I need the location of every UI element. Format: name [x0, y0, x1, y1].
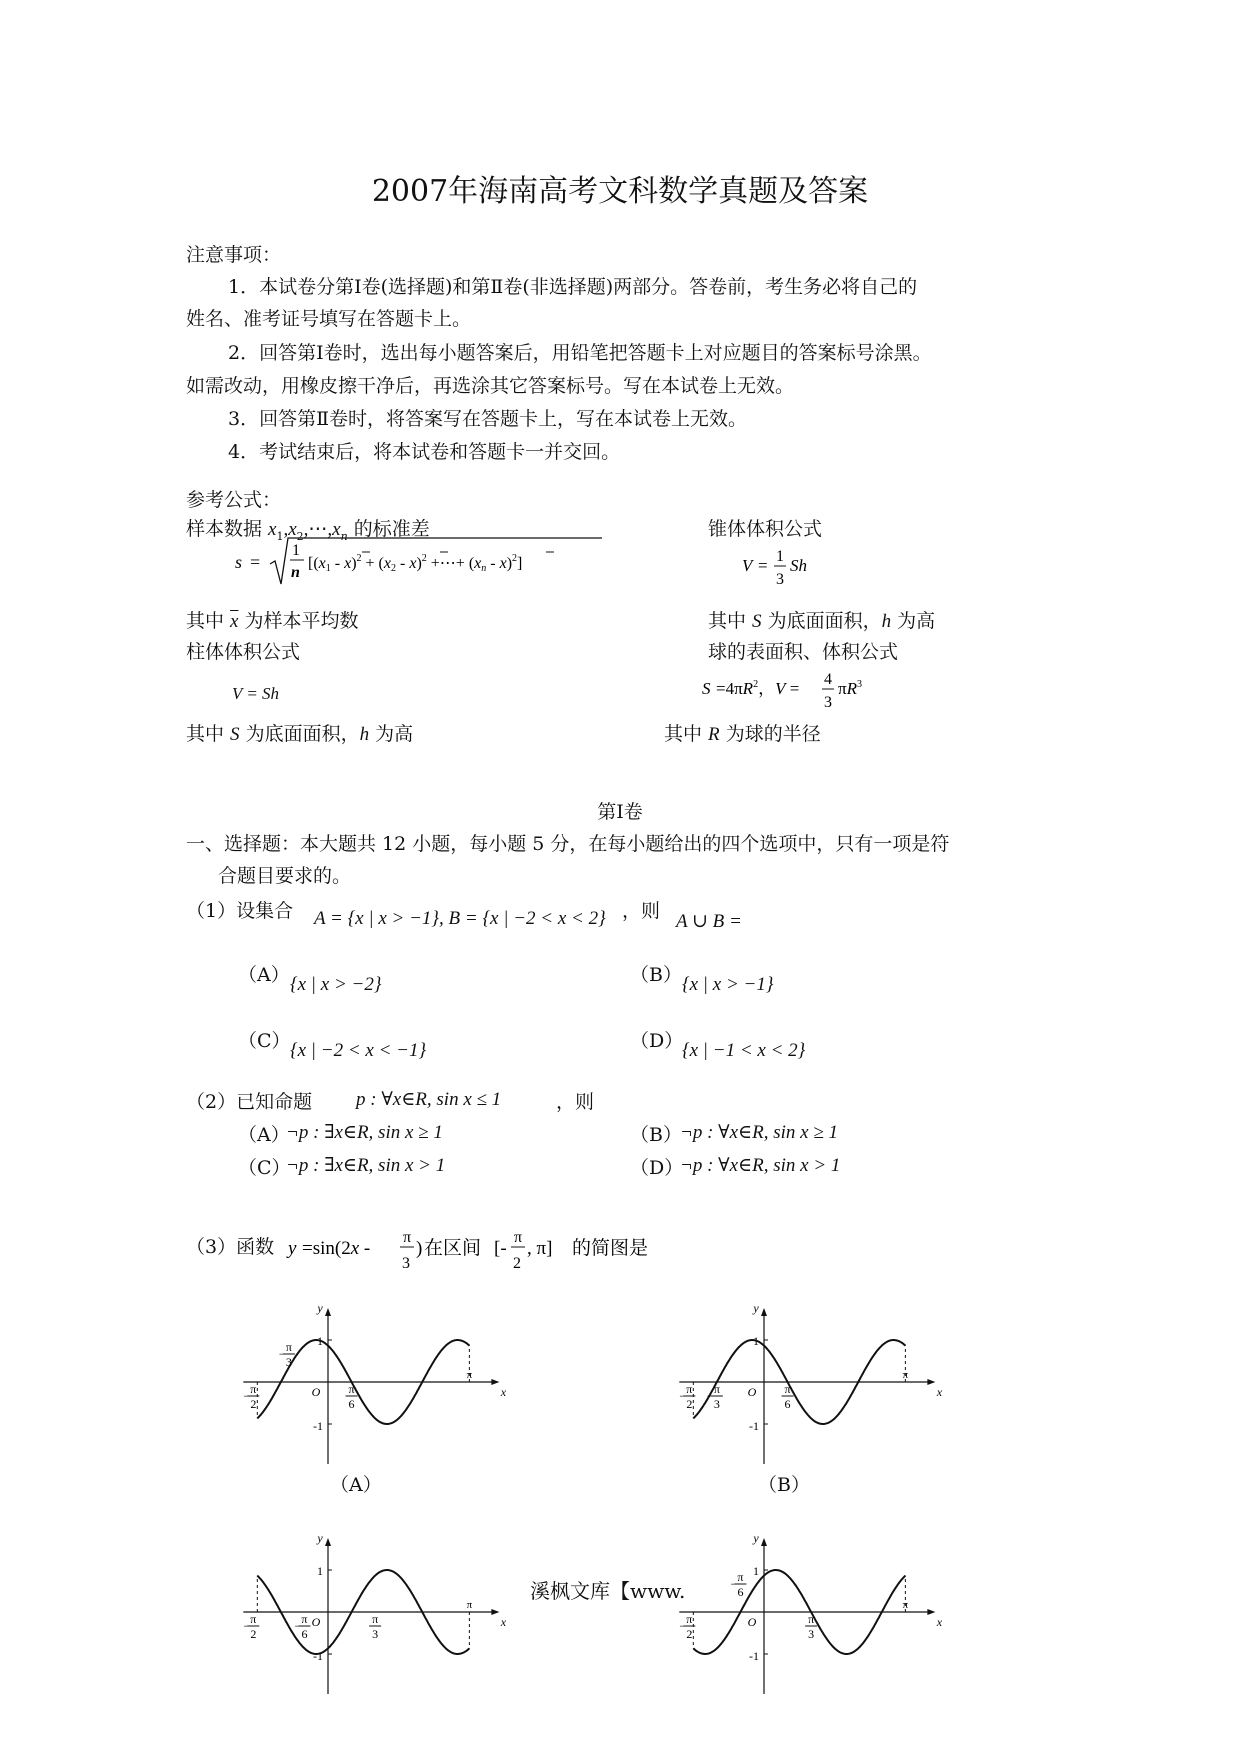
cone-note: 其中 S 为底面面积，h 为高 — [708, 610, 936, 632]
watermark: 溪枫文库【www. — [530, 1579, 686, 1603]
svg-text:1: 1 — [292, 542, 300, 559]
part1-instruction-cont: 合题目要求的。 — [218, 865, 352, 887]
notice-item: 2．回答第Ⅰ卷时，选出每小题答案后，用铅笔把答题卡上对应题目的答案标号涂黑。 — [228, 342, 932, 364]
q1-option-d-label: （D） — [630, 1030, 684, 1052]
svg-text:2: 2 — [686, 1397, 693, 1411]
notice-item: 3．回答第Ⅱ卷时，将答案写在答题卡上，写在本试卷上无效。 — [228, 408, 748, 430]
q1-then: ，则 — [622, 900, 661, 922]
svg-text:y: y — [288, 1238, 297, 1259]
cone-label: 锥体体积公式 — [708, 518, 823, 540]
x-axis-arrow — [927, 1609, 935, 1615]
q3-function — [286, 1220, 786, 1282]
svg-text:−: − — [243, 1389, 251, 1403]
svg-text:[-: [- — [494, 1238, 507, 1259]
svg-text:Sh: Sh — [790, 556, 807, 575]
svg-text:π: π — [348, 1382, 355, 1396]
svg-text:4: 4 — [824, 671, 832, 688]
notice-item: 1．本试卷分第Ⅰ卷(选择题)和第Ⅱ卷(非选择题)两部分。答卷前，考生务必将自己的 — [228, 276, 918, 298]
y-axis-label: y — [317, 1531, 323, 1545]
tick-label-1: 1 — [317, 1334, 323, 1348]
svg-text:=sin(2x -: =sin(2x - — [302, 1238, 371, 1259]
svg-text:2: 2 — [513, 1255, 521, 1272]
graph-option-b — [679, 1280, 974, 1440]
q2-option-d-label: （D） — [630, 1157, 684, 1179]
svg-text:6: 6 — [301, 1627, 308, 1641]
q2-then: ，则 — [556, 1091, 595, 1113]
svg-text:−: − — [706, 1389, 714, 1403]
q2-option-d: ¬p : ∀x∈R, sin x > 1 — [680, 1155, 841, 1176]
svg-text:πR3: $\pi R^3$ — [838, 679, 862, 698]
tick-label-6 — [782, 1382, 794, 1411]
x-axis-label: x — [936, 1615, 943, 1629]
y-axis-label: y — [753, 1531, 759, 1545]
q1-option-c-label: （C） — [238, 1030, 291, 1052]
svg-text:−: − — [679, 1389, 687, 1403]
svg-text:−: − — [243, 1619, 251, 1633]
formulas-heading: 参考公式： — [186, 489, 282, 511]
svg-text:6: 6 — [737, 1585, 744, 1599]
q2-stem: （2）已知命题 — [186, 1091, 313, 1113]
tick-label-neg1: -1 — [313, 1649, 323, 1663]
svg-text:π: π — [372, 1612, 379, 1626]
notice-item: 姓名、准考证号填写在答题卡上。 — [186, 308, 472, 330]
graph-option-d — [679, 1500, 974, 1680]
y-axis-arrow — [325, 1538, 331, 1546]
graph-option-c — [243, 1500, 538, 1680]
svg-text:−: − — [278, 1347, 286, 1361]
q1-option-a: {x | x > −2} — [290, 974, 382, 995]
tick-label-pi: π — [466, 1599, 473, 1611]
notice-heading: 注意事项： — [186, 244, 282, 266]
std-note: 其中 $\overline{x}$ 为样本平均数 — [186, 610, 359, 632]
x-axis-label: x — [500, 1615, 507, 1629]
q2-option-c: ¬p : ∃x∈R, sin x > 1 — [286, 1155, 446, 1176]
svg-text:的简图是: 的简图是 — [572, 1238, 649, 1259]
q2-option-c-label: （C） — [238, 1157, 291, 1179]
tick-label-3 — [707, 1382, 723, 1411]
svg-text:π: π — [301, 1612, 308, 1626]
x-axis-arrow — [927, 1379, 935, 1385]
svg-text:3: 3 — [776, 571, 784, 588]
svg-text:π: π — [784, 1382, 791, 1396]
svg-text:在区间: 在区间 — [424, 1238, 482, 1259]
svg-text:S: S — [702, 679, 711, 698]
graph-a-label: （A） — [330, 1474, 382, 1496]
svg-text:=4πR2，V =: $=4\pi R^2$，V = — [716, 679, 800, 698]
svg-text:[(x1 - x)2 + (x2 - x)2 +⋯+ (xn: [(x1 - x)$^2$ + (x2 - x)$^2$ +⋯+ (xn - x)$^2$] — [308, 553, 523, 574]
svg-text:1: 1 — [776, 548, 784, 565]
svg-text:V: V — [742, 556, 753, 575]
q2-option-a: ¬p : ∃x∈R, sin x ≥ 1 — [286, 1122, 443, 1143]
svg-text:6: 6 — [348, 1397, 355, 1411]
svg-text:−: − — [730, 1577, 738, 1591]
svg-text:−: − — [679, 1619, 687, 1633]
q2-option-b-label: （B） — [630, 1124, 682, 1146]
tick-label-6 — [730, 1570, 746, 1599]
tick-label-pi: π — [902, 1599, 909, 1611]
sphere-note: 其中 R 为球的半径 — [664, 723, 821, 745]
cylinder-label: 柱体体积公式 — [186, 641, 301, 663]
svg-text:π: π — [713, 1382, 720, 1396]
svg-text:2: 2 — [686, 1627, 693, 1641]
y-axis-label: y — [317, 1301, 323, 1315]
origin-label: O — [747, 1615, 757, 1629]
svg-text:π: π — [250, 1612, 257, 1626]
svg-text:=: = — [250, 552, 261, 572]
tick-label-pi: π — [466, 1369, 473, 1381]
y-axis-arrow — [761, 1538, 767, 1546]
svg-text:3: 3 — [808, 1627, 815, 1641]
svg-text:π: π — [403, 1229, 412, 1246]
svg-text:−: − — [294, 1619, 302, 1633]
svg-text:): ) — [416, 1238, 423, 1259]
x-axis-arrow — [491, 1379, 499, 1385]
page-title: 2007年海南高考文科数学真题及答案 — [371, 174, 869, 209]
tick-label-neg-pi-2 — [243, 1612, 259, 1641]
std-formula — [230, 530, 600, 590]
x-axis-label: x — [500, 1385, 507, 1399]
q2-prop: p : ∀x∈R, sin x ≤ 1 — [356, 1089, 502, 1110]
svg-text:π: π — [285, 1340, 292, 1354]
cylinder-formula: V = Sh — [232, 684, 280, 703]
svg-text:3: 3 — [713, 1397, 720, 1411]
origin-label: O — [311, 1385, 321, 1399]
tick-label-3 — [369, 1612, 381, 1641]
graph-option-a — [243, 1280, 538, 1440]
svg-text:π: π — [737, 1570, 744, 1584]
q1-stem: （1）设集合 — [186, 900, 294, 922]
graph-b-label: （B） — [758, 1474, 810, 1496]
sphere-formula — [700, 662, 900, 718]
svg-text:π: π — [808, 1612, 815, 1626]
q1-option-b: {x | x > −1} — [682, 974, 774, 995]
q1-option-c: {x | −2 < x < −1} — [290, 1040, 427, 1061]
origin-label: O — [311, 1615, 321, 1629]
svg-text:=: = — [758, 556, 768, 575]
q2-option-b: ¬p : ∀x∈R, sin x ≥ 1 — [680, 1122, 839, 1143]
svg-text:n: n — [291, 564, 300, 581]
origin-label: O — [747, 1385, 757, 1399]
x-axis-label: x — [936, 1385, 943, 1399]
q1-option-a-label: （A） — [238, 964, 290, 986]
svg-text:6: 6 — [784, 1397, 791, 1411]
svg-text:3: 3 — [402, 1255, 410, 1272]
q1-option-d: {x | −1 < x < 2} — [682, 1040, 806, 1061]
std-label-text: 样本数据 $x_1,x_2,\cdots,x_n$ 的标准差 — [186, 518, 430, 543]
y-axis-arrow — [325, 1308, 331, 1316]
svg-text:s: s — [235, 552, 243, 572]
sphere-label: 球的表面积、体积公式 — [708, 641, 899, 663]
q1-sets: A = {x | x > −1}, B = {x | −2 < x < 2} — [314, 908, 606, 929]
q1-option-b-label: （B） — [630, 964, 682, 986]
tick-label-6 — [294, 1612, 310, 1641]
tick-label-6 — [346, 1382, 358, 1411]
notice-item: 如需改动，用橡皮擦干净后，再选涂其它答案标号。写在本试卷上无效。 — [186, 375, 795, 397]
part1-heading: 第Ⅰ卷 — [597, 801, 643, 823]
svg-text:3: 3 — [372, 1627, 379, 1641]
y-axis-label: y — [753, 1301, 759, 1315]
part1-instruction: 一、选择题：本大题共 12 小题，每小题 5 分，在每小题给出的四个选项中，只有一项是符 — [186, 833, 950, 855]
tick-label-3 — [805, 1612, 817, 1641]
tick-label-neg1: -1 — [749, 1649, 759, 1663]
q1-expr: A ∪ B = — [676, 911, 742, 932]
svg-text:2: 2 — [250, 1397, 257, 1411]
svg-text:2: 2 — [250, 1627, 257, 1641]
x-axis-arrow — [491, 1609, 499, 1615]
tick-label-neg1: -1 — [313, 1419, 323, 1433]
svg-text:3: 3 — [824, 694, 832, 711]
svg-text:π: π — [514, 1229, 523, 1246]
cone-formula — [738, 540, 858, 594]
tick-label-1: 1 — [753, 1564, 759, 1578]
svg-text:π: π — [686, 1612, 693, 1626]
y-axis-arrow — [761, 1308, 767, 1316]
svg-text:3: 3 — [285, 1355, 292, 1369]
tick-label-3 — [279, 1340, 295, 1369]
tick-label-pi: π — [902, 1369, 909, 1381]
tick-label-1: 1 — [317, 1564, 323, 1578]
tick-label-neg1: -1 — [749, 1419, 759, 1433]
cylinder-note: 其中 S 为底面面积，h 为高 — [186, 723, 414, 745]
q2-option-a-label: （A） — [238, 1124, 290, 1146]
q3-stem: （3）函数 — [186, 1236, 275, 1258]
notice-item: 4．考试结束后，将本试卷和答题卡一并交回。 — [228, 441, 621, 463]
svg-text:, π]: , π] — [527, 1238, 553, 1259]
tick-label-1: 1 — [753, 1334, 759, 1348]
svg-text:π: π — [686, 1382, 693, 1396]
svg-text:π: π — [250, 1382, 257, 1396]
